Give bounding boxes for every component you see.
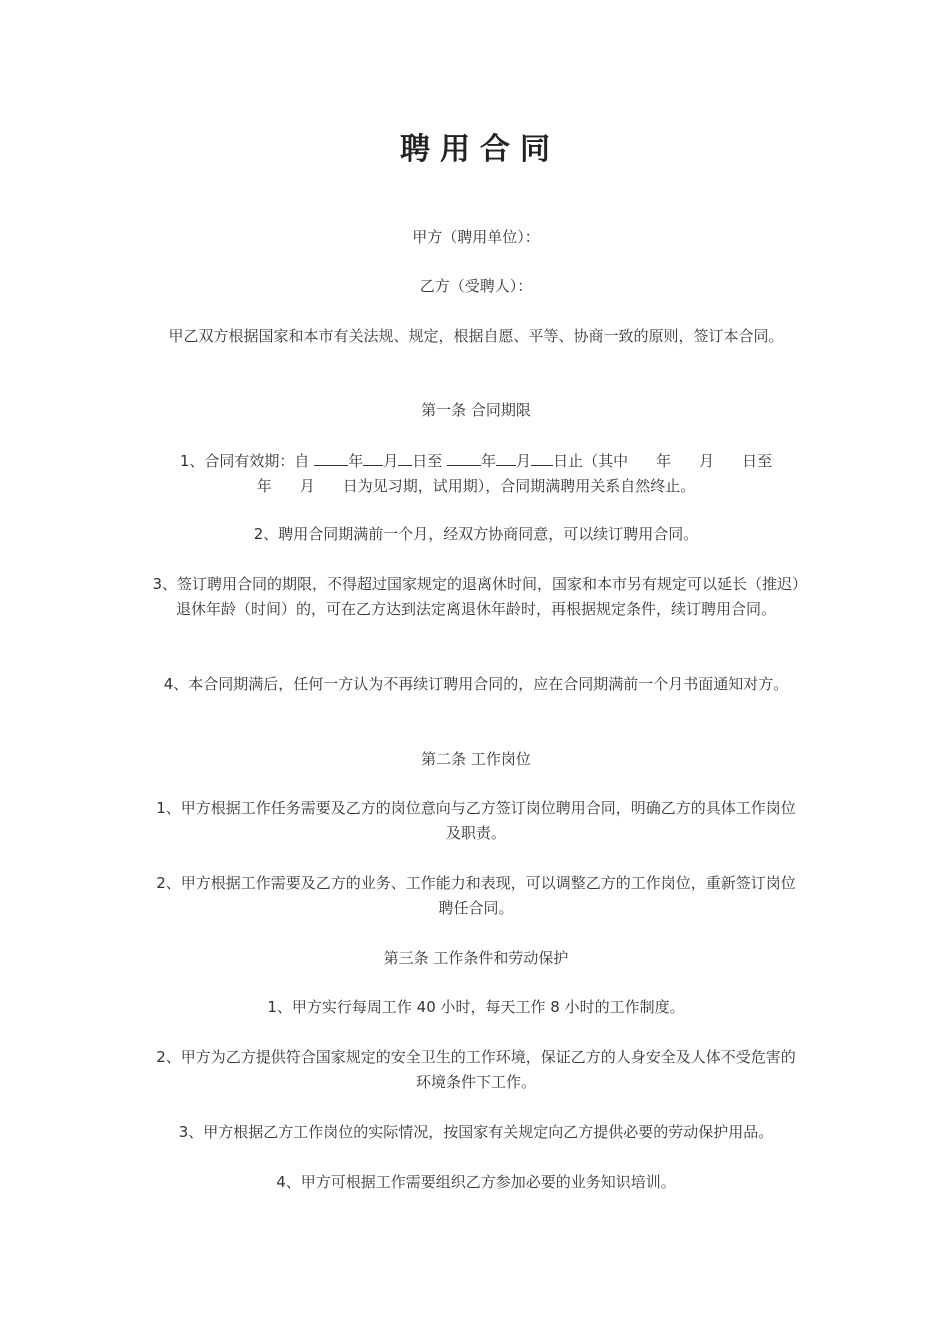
trial-day-to-label: 日至 [742, 452, 773, 470]
article2-heading: 第二条 工作岗位 [421, 750, 531, 768]
article2-item1: 1、甲方根据工作任务需要及乙方的岗位意向与乙方签订岗位聘用合同，明确乙方的具体工作岗位及职责。 [156, 799, 796, 842]
start-year-label: 年 [348, 452, 364, 470]
term-prefix: 1、合同有效期：自 [179, 452, 310, 470]
trial-year-label: 年 [656, 452, 672, 470]
party-b-line: 乙方（受聘人）： [419, 277, 533, 295]
start-day-to-label: 日至 [412, 452, 443, 470]
end-year-blank[interactable] [447, 450, 481, 466]
start-day-blank[interactable] [398, 450, 412, 466]
article1-item3: 3、签订聘用合同的期限，不得超过国家规定的退离休时间，国家和本市另有规定可以延长（推迟）退休年龄（时间）的，可在乙方达到法定离退休年龄时，再根据规定条件，续订聘用合同。 [152, 575, 800, 618]
party-a-line: 甲方（聘用单位）： [412, 228, 540, 246]
start-month-label: 月 [383, 452, 399, 470]
article1-item2: 2、聘用合同期满前一个月，经双方协商同意，可以续订聘用合同。 [253, 525, 699, 543]
end-month-label: 月 [516, 452, 532, 470]
article2-item2: 2、甲方根据工作需要及乙方的业务、工作能力和表现，可以调整乙方的工作岗位，重新签订岗位聘任合同。 [156, 874, 796, 917]
end-month-blank[interactable] [496, 450, 516, 466]
article1-item4: 4、本合同期满后，任何一方认为不再续订聘用合同的，应在合同期满前一个月书面通知对方。 [163, 675, 789, 693]
trial-end-text: 日为见习期，试用期），合同期满聘用关系自然终止。 [342, 477, 696, 495]
preamble-paragraph: 甲乙双方根据国家和本市有关法规、规定，根据自愿、平等、协商一致的原则，签订本合同。 [168, 327, 784, 345]
article3-heading: 第三条 工作条件和劳动保护 [383, 949, 569, 967]
article1-heading: 第一条 合同期限 [421, 401, 531, 419]
end-day-label: 日止（其中 [553, 452, 629, 470]
start-year-blank[interactable] [314, 450, 348, 466]
article3-item1: 1、甲方实行每周工作 40 小时，每天工作 8 小时的工作制度。 [267, 998, 685, 1016]
trial-end-year-label: 年 [256, 477, 272, 495]
article3-item2: 2、甲方为乙方提供符合国家规定的安全卫生的工作环境，保证乙方的人身安全及人体不受危害的环境条件下工作。 [156, 1048, 796, 1091]
article3-item3: 3、甲方根据乙方工作岗位的实际情况，按国家有关规定向乙方提供必要的劳动保护用品。 [178, 1123, 774, 1141]
start-month-blank[interactable] [363, 450, 383, 466]
end-day-blank[interactable] [531, 450, 553, 466]
document-title: 聘用合同 [400, 132, 560, 167]
article3-item4: 4、甲方可根据工作需要组织乙方参加必要的业务知识培训。 [276, 1173, 676, 1191]
trial-end-month-label: 月 [299, 477, 315, 495]
article1-item1 [150, 449, 802, 499]
end-year-label: 年 [481, 452, 497, 470]
trial-month-label: 月 [699, 452, 715, 470]
